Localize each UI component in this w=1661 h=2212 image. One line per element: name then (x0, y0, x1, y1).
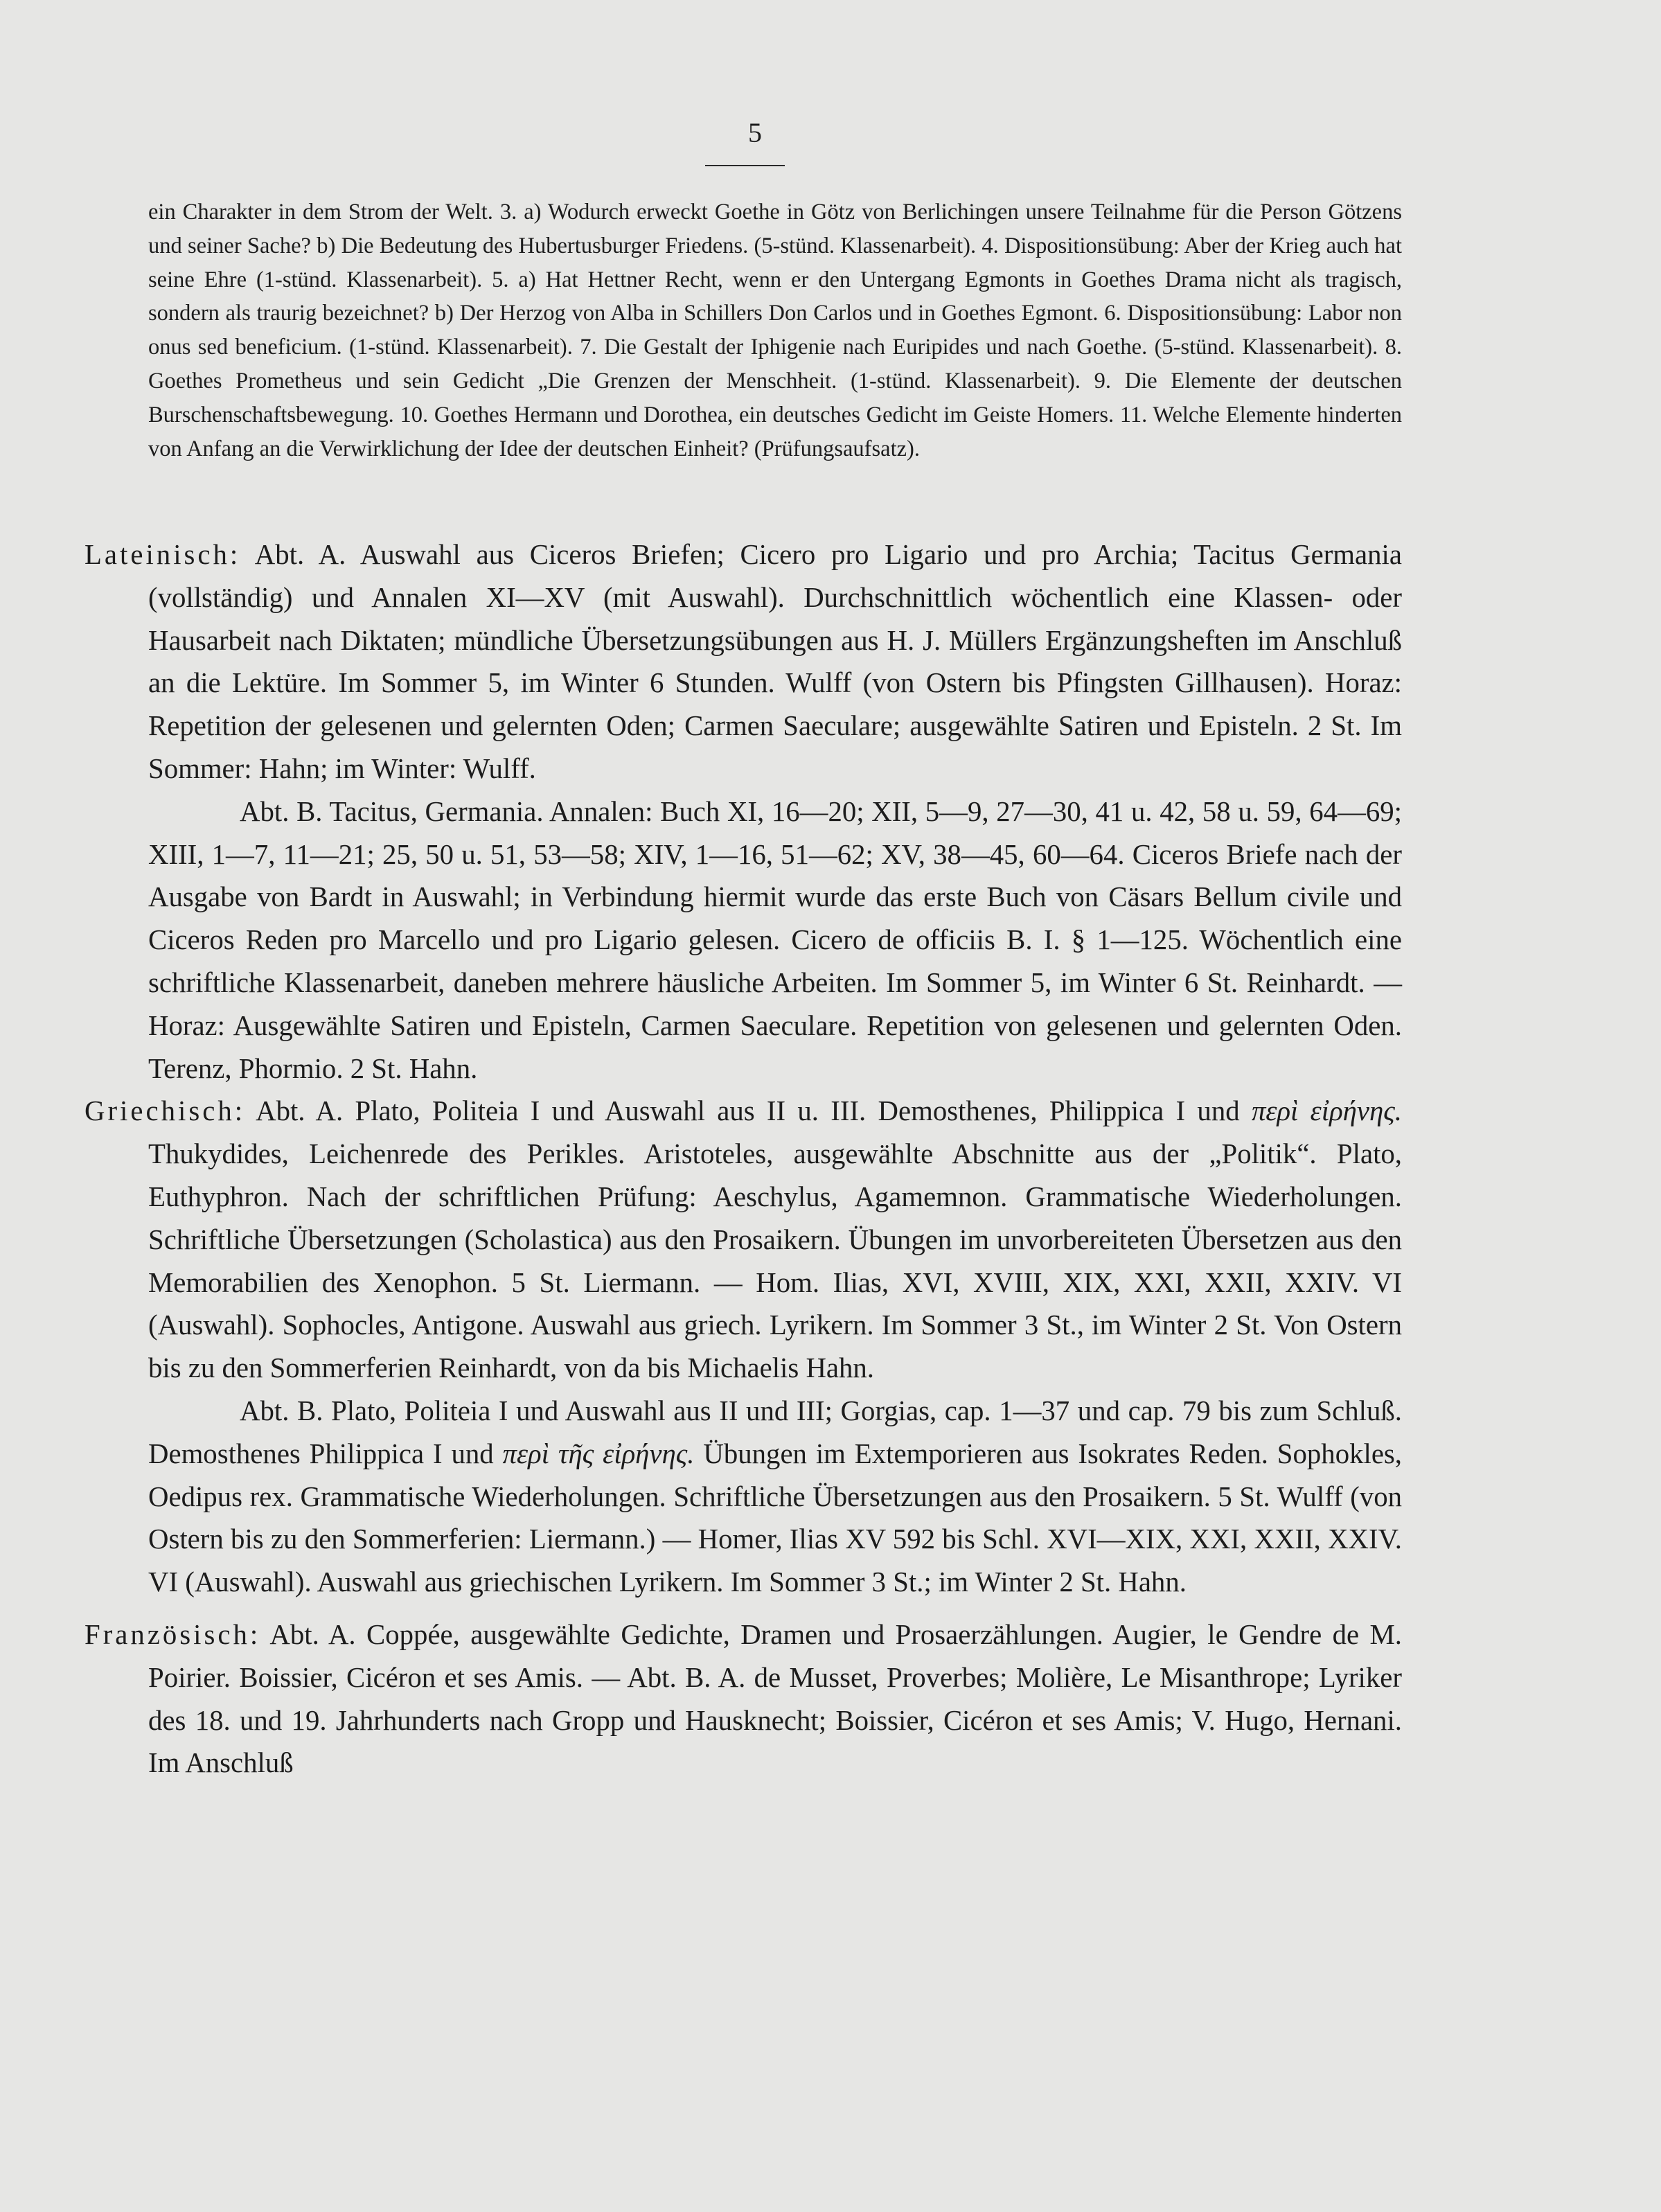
french-text: Abt. A. Coppée, ausgewählte Gedichte, Dramen und Prosaerzählungen. Augier, le Gendre de M. Poirier. Boissier, Cicéron et ses Amis. — Abt. B. A. de Musset, Proverbes; Molière, Le Misanthrope; Lyriker des 18. und 19. Jahrhunderts nach Gropp und Hausknecht; Boissier, Cicéron et ses Amis; V. Hugo, Hernani. Im Anschluß (148, 1618, 1402, 1779)
german-essay-topics (148, 195, 1402, 466)
greek-section-a (85, 1090, 1402, 1390)
latin-section-a (85, 533, 1402, 790)
greek-abt-b-text-1: Abt. B. Plato, Politeia I und Auswahl aus II und III; Gorgias, cap. 1—37 und cap. 79 bis zum Schluß. Demosthenes Philippica I und (148, 1395, 1402, 1469)
page-number-rule (705, 165, 785, 166)
greek-abt-b-text-2: Übungen im Extemporieren aus Isokrates Reden. Sophokles, Oedipus rex. Grammatische Wiederholungen. Schriftliche Übersetzungen aus den Prosaikern. 5 St. Wulff (von Ostern bis zu den Sommerferien: Liermann.) — Homer, Ilias XV 592 bis Schl. XVI—XIX, XXI, XXII, XXIV. VI (Auswahl). Auswahl aus griechischen Lyrikern. Im Sommer 3 St.; im Winter 2 St. Hahn. (148, 1437, 1403, 1598)
latin-heading: Lateinisch: (85, 539, 241, 570)
greek-abt-a-text-1: Abt. A. Plato, Politeia I und Auswahl aus II u. III. Demosthenes, Philippica I und (256, 1095, 1240, 1127)
curriculum-body (85, 533, 1402, 1785)
latin-abt-a-text: Abt. A. Auswahl aus Ciceros Briefen; Cicero pro Ligario und pro Archia; Tacitus Germania (vollständig) und Annalen XI—XV (mit Auswahl). Durchschnittlich wöchentlich eine Klassen- oder Hausarbeit nach Diktaten; mündliche Übersetzungsübungen aus H. J. Müllers Ergänzungsheften im Anschluß an die Lektüre. Im Sommer 5, im Winter 6 Stunden. Wulff (von Ostern bis Pfingsten Gillhausen). Horaz: Repetition der gelesenen und gelernten Oden; Carmen Saeculare; ausgewählte Satiren und Episteln. 2 St. Im Sommer: Hahn; im Winter: Wulff. (148, 539, 1402, 784)
german-essay-text: ein Charakter in dem Strom der Welt. 3. a) Wodurch erweckt Goethe in Götz von Berlichingen unsere Teilnahme für die Person Götzens und seiner Sache? b) Die Bedeutung des Hubertusburger Friedens. (5-stünd. Klassenarbeit). 4. Dispositionsübung: Aber der Krieg auch hat seine Ehre (1-stünd. Klassenarbeit). 5. a) Hat Hettner Recht, wenn er den Untergang Egmonts in Goethes Drama nicht als tragisch, sondern als traurig bezeichnet? b) Der Herzog von Alba in Schillers Don Carlos und in Goethes Egmont. 6. Dispositionsübung: Labor non onus sed beneficium. (1-stünd. Klassenarbeit). 7. Die Gestalt der Iphigenie nach Euripides und nach Goethe. (5-stünd. Klassenarbeit). 8. Goethes Prometheus und sein Gedicht „Die Grenzen der Menschheit. (1-stünd. Klassenarbeit). 9. Die Elemente der deutschen Burschenschaftsbewegung. 10. Goethes Hermann und Dorothea, ein deutsches Gedicht im Geiste Homers. 11. Welche Elemente hinderten von Anfang an die Verwirklichung der Idee der deutschen Einheit? (Prüfungsaufsatz). (148, 200, 1402, 461)
greek-abt-b-greek-phrase: περὶ τῆς εἰρήνης. (502, 1437, 695, 1469)
latin-abt-b-text: Abt. B. Tacitus, Germania. Annalen: Buch XI, 16—20; XII, 5—9, 27—30, 41 u. 42, 58 u. 59, 64—69; XIII, 1—7, 11—21; 25, 50 u. 51, 53—58; XIV, 1—16, 51—62; XV, 38—45, 60—64. Ciceros Briefe nach der Ausgabe von Bardt in Auswahl; in Verbindung hiermit wurde das erste Buch von Cäsars Bellum civile und Ciceros Reden pro Marcello und pro Ligario gelesen. Cicero de officiis B. I. § 1—125. Wöchentlich eine schriftliche Klassenarbeit, daneben mehrere häusliche Arbeiten. Im Sommer 5, im Winter 6 St. Reinhardt. — Horaz: Ausgewählte Satiren und Episteln, Carmen Saeculare. Repetition von gelesenen und gelernten Oden. Terenz, Phormio. 2 St. Hahn. (148, 795, 1402, 1084)
greek-section-b (85, 1390, 1402, 1604)
greek-heading: Griechisch: (85, 1095, 246, 1127)
french-section (85, 1613, 1402, 1785)
latin-section-b (85, 790, 1402, 1090)
greek-abt-a-text-2: Thukydides, Leichenrede des Perikles. Aristoteles, ausgewählte Abschnitte aus der „Politik“. Plato, Euthyphron. Nach der schriftlichen Prüfung: Aeschylus, Agamemnon. Grammatische Wiederholungen. Schriftliche Übersetzungen (Scholastica) aus den Prosaikern. Übungen im unvorbereiteten Übersetzen aus den Memorabilien des Xenophon. 5 St. Liermann. — Hom. Ilias, XVI, XVIII, XIX, XXI, XXII, XXIV. VI (Auswahl). Sophocles, Antigone. Auswahl aus griech. Lyrikern. Im Sommer 3 St., im Winter 2 St. Von Ostern bis zu den Sommerferien Reinhardt, von da bis Michaelis Hahn. (148, 1138, 1402, 1384)
page-number: 5 (748, 117, 762, 148)
greek-abt-a-greek-phrase: περὶ εἰρήνης. (1251, 1095, 1402, 1127)
french-heading: Französisch: (85, 1618, 261, 1650)
